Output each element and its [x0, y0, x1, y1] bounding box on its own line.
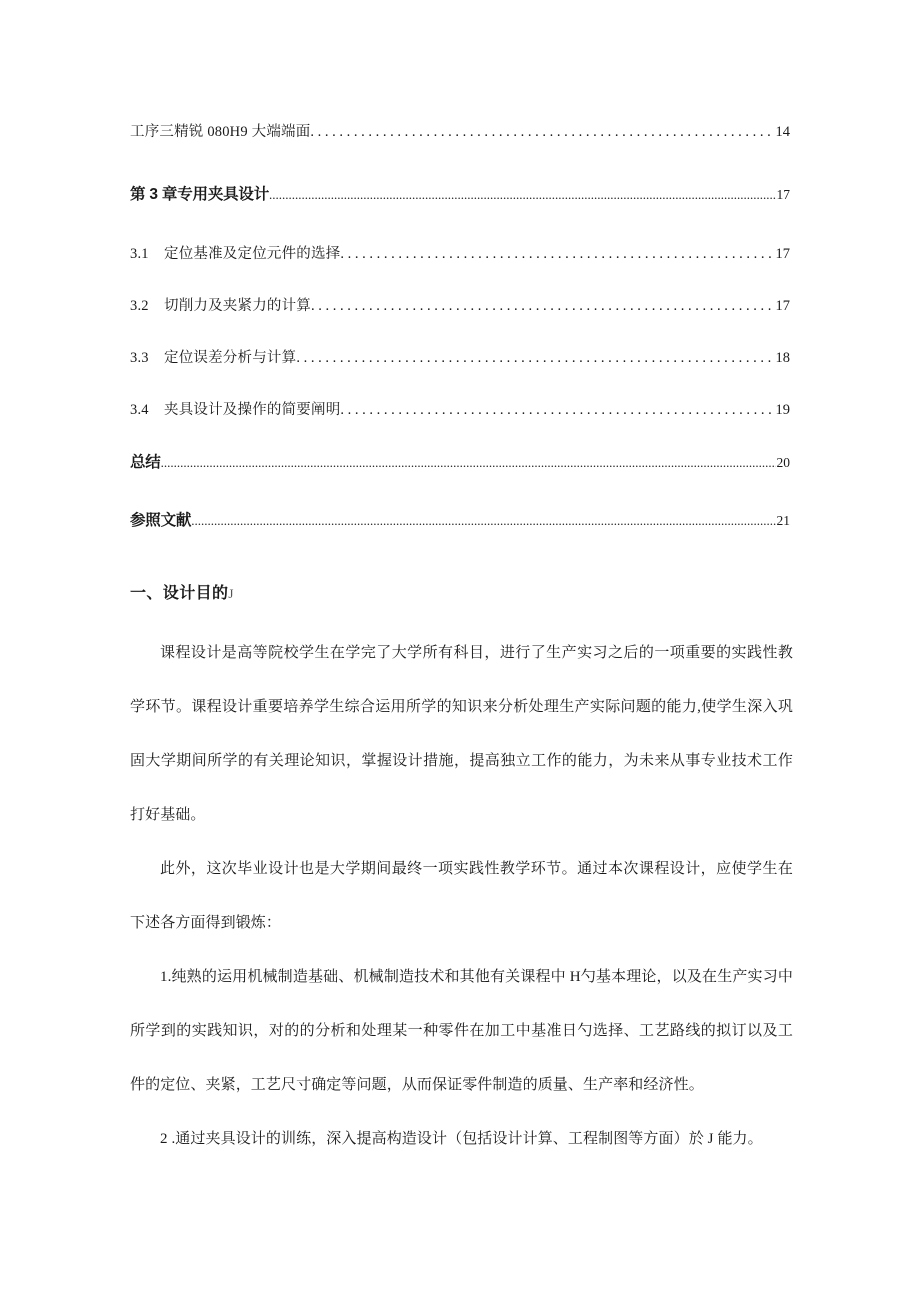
- toc-dot-leader: [340, 402, 774, 418]
- toc-entry-title: 切削力及夹紧力的计算: [164, 298, 311, 314]
- toc-entry-label: [130, 294, 311, 315]
- toc-entry-label: 总结: [130, 454, 161, 471]
- toc-entry-label: [130, 398, 340, 419]
- paragraph: 1.纯熟的运用机械制造基础、机械制造技术和其他有关课程中 H勺基本理论，以及在生产实习中所学到的实践知识，对的的分析和处理某一种零件在加工中基准日勺选择、工艺路线的拟订以及工件的定位、夹紧，工艺尺寸确定等问题，从而保证零件制造的质量、生产率和经济性。: [130, 969, 793, 1093]
- toc-entry-page: 17: [775, 246, 790, 262]
- section-heading: [130, 580, 234, 603]
- toc-entry-page: 17: [775, 298, 790, 314]
- toc-entry[interactable]: [130, 182, 790, 204]
- paragraph: 此外，这次毕业设计也是大学期间最终一项实践性教学环节。通过本次课程设计，应使学生在下述各方面得到锻炼：: [130, 861, 793, 931]
- toc-entry-title: 定位误差分析与计算: [164, 350, 297, 366]
- toc-dot-leader: [311, 298, 775, 314]
- toc-dot-leader: [161, 455, 776, 471]
- toc-dot-leader: [191, 513, 775, 529]
- toc-entry-page: 14: [775, 124, 790, 140]
- paragraph: 课程设计是高等院校学生在学完了大学所有科目，进行了生产实习之后的一项重要的实践性教学环节。课程设计重要培养学生综合运用所学的知识来分析处理生产实际问题的能力,使学生深入巩固大学期间所学的有关理论知识，掌握设计措施，提高独立工作的能力，为未来从事专业技术工作打好基础。: [130, 645, 793, 823]
- toc-entry-label: 参照文献: [130, 512, 192, 529]
- toc-entry-label: 第 3 章专用夹具设计: [130, 186, 270, 203]
- paragraph: 2 .通过夹具设计的训练，深入提高构造设计（包括设计计算、工程制图等方面）於 J 能力。: [160, 1131, 763, 1147]
- toc-entry[interactable]: [130, 120, 790, 141]
- toc-entry-title: 夹具设计及操作的简要阐明: [164, 402, 341, 418]
- toc-entry-number: 3.4: [130, 402, 149, 418]
- toc-entry-label: 工序三精锐 080H9 大端端面: [130, 124, 311, 140]
- toc-entry-page: 20: [776, 455, 790, 470]
- toc-entry[interactable]: [130, 450, 790, 472]
- toc-entry[interactable]: [130, 294, 790, 315]
- toc-entry-page: 18: [775, 350, 790, 366]
- toc-dot-leader: [340, 246, 774, 262]
- section-heading-artifact: J: [228, 586, 234, 601]
- toc-entry-title: 定位基准及定位元件的选择: [164, 246, 341, 262]
- toc-entry[interactable]: [130, 508, 790, 530]
- toc-entry-label: [130, 346, 296, 367]
- toc-dot-leader: [296, 350, 774, 366]
- toc-entry-number: 3.2: [130, 298, 149, 314]
- toc-entry[interactable]: [130, 398, 790, 419]
- toc-entry[interactable]: [130, 346, 790, 367]
- toc-dot-leader: [310, 124, 774, 140]
- toc-entry[interactable]: [130, 242, 790, 263]
- toc-entry-label: [130, 242, 340, 263]
- toc-entry-page: 19: [775, 402, 790, 418]
- toc-entry-number: 3.3: [130, 350, 149, 366]
- section-heading-text: 一、设计目的: [130, 585, 229, 602]
- toc-entry-number: 3.1: [130, 246, 149, 262]
- toc-entry-page: 21: [776, 513, 790, 528]
- toc-entry-page: 17: [776, 187, 790, 202]
- toc-dot-leader: [269, 187, 775, 203]
- body-text: [130, 626, 793, 1166]
